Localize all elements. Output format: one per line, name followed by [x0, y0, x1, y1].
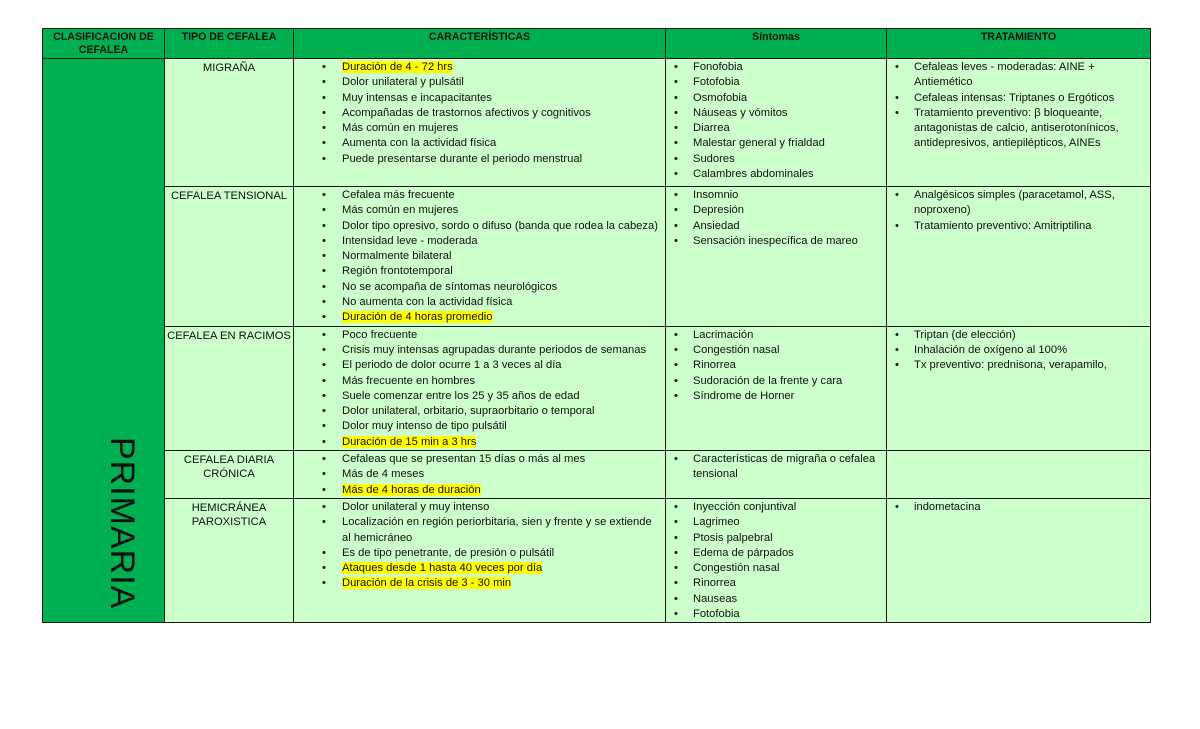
list-item-text: Región frontotemporal	[342, 265, 453, 278]
list-item-text: Inyección conjuntival	[693, 500, 797, 513]
list-item-text: Edema de párpados	[693, 546, 794, 559]
list-item	[294, 295, 661, 310]
list-item-text: Náuseas y vómitos	[693, 106, 788, 119]
list-item	[294, 121, 661, 136]
list-item-text: Congestión nasal	[693, 343, 780, 356]
header-tipo: TIPO DE CEFALEA	[165, 29, 294, 59]
list-item-text: Dolor unilateral, orbitario, supraorbitario o temporal	[342, 405, 595, 418]
list-item-text: Dolor unilateral y muy intenso	[342, 500, 490, 513]
list-item	[294, 310, 661, 325]
characteristics-cell	[294, 326, 666, 450]
list-item	[294, 435, 661, 450]
list-item-text: Poco frecuente	[342, 328, 418, 341]
list-item-text: No se acompaña de síntomas neurológicos	[342, 280, 558, 293]
list-item	[666, 203, 882, 218]
symptoms-cell	[666, 187, 887, 327]
list-item	[887, 60, 1146, 91]
list-item-text: El periodo de dolor ocurre 1 a 3 veces al día	[342, 359, 562, 372]
symptoms-list	[666, 500, 886, 622]
list-item	[666, 561, 882, 576]
list-item	[666, 234, 882, 249]
classification-cell	[43, 59, 165, 623]
list-item	[294, 358, 661, 373]
treatment-list	[887, 500, 1150, 515]
list-item	[294, 467, 661, 482]
list-item-text: Síndrome de Horner	[693, 389, 795, 402]
list-item-text: Rinorrea	[693, 359, 736, 372]
list-item-text: Depresión	[693, 204, 744, 217]
type-cell: HEMICRÁNEA PAROXISTICA	[165, 498, 294, 622]
table-row	[43, 451, 1151, 499]
symptoms-list	[666, 188, 886, 249]
list-item	[666, 167, 882, 182]
list-item-text: Acompañadas de trastornos afectivos y cognitivos	[342, 106, 591, 119]
symptoms-list	[666, 328, 886, 404]
list-item	[666, 91, 882, 106]
list-item	[666, 546, 882, 561]
list-item	[294, 249, 661, 264]
characteristics-cell	[294, 59, 666, 187]
list-item-text: Triptan (de elección)	[914, 328, 1016, 341]
list-item	[294, 343, 661, 358]
characteristics-list	[294, 188, 665, 326]
list-item-text: Tratamiento preventivo: Amitriptilina	[914, 219, 1092, 232]
list-item-text: Ataques desde 1 hasta 40 veces por día	[342, 562, 543, 575]
treatment-cell	[887, 498, 1151, 622]
treatment-cell	[887, 451, 1151, 499]
list-item-text: Dolor tipo opresivo, sordo o difuso (banda que rodea la cabeza)	[342, 219, 658, 232]
treatment-list	[887, 328, 1150, 374]
list-item	[294, 404, 661, 419]
characteristics-cell	[294, 498, 666, 622]
list-item	[294, 389, 661, 404]
characteristics-list	[294, 452, 665, 498]
list-item	[294, 188, 661, 203]
list-item-text: Lagrimeo	[693, 516, 740, 529]
list-item	[666, 452, 882, 483]
list-item	[666, 152, 882, 167]
list-item-text: Fonofobia	[693, 61, 743, 73]
list-item	[294, 483, 661, 498]
list-item-text: No aumenta con la actividad física	[342, 296, 513, 309]
symptoms-cell	[666, 59, 887, 187]
list-item-text: Características de migraña o cefalea tensional	[693, 453, 876, 481]
list-item-text: Duración de la crisis de 3 - 30 min	[342, 577, 512, 590]
treatment-cell	[887, 326, 1151, 450]
list-item-text: Más de 4 meses	[342, 468, 425, 481]
list-item	[666, 328, 882, 343]
characteristics-list	[294, 60, 665, 167]
header-tratamiento: TRATAMIENTO	[887, 29, 1151, 59]
cefalea-table	[42, 28, 1151, 623]
characteristics-cell	[294, 187, 666, 327]
list-item-text: Más frecuente en hombres	[342, 374, 476, 387]
list-item-text: Lacrimación	[693, 328, 754, 341]
list-item	[666, 389, 882, 404]
list-item	[294, 234, 661, 249]
list-item-text: Localización en región periorbitaria, sien y frente y se extiende al hemicráneo	[342, 516, 652, 544]
type-cell: CEFALEA DIARIA CRÓNICA	[165, 451, 294, 499]
table-row	[43, 326, 1151, 450]
list-item-text: Insomnio	[693, 189, 739, 201]
list-item	[294, 203, 661, 218]
list-item-text: Duración de 4 horas promedio	[342, 311, 493, 324]
list-item	[666, 75, 882, 90]
table-row	[43, 498, 1151, 622]
list-item-text: Cefaleas leves - moderadas: AINE + Antiemético	[914, 61, 1095, 89]
list-item	[887, 500, 1146, 515]
list-item	[294, 452, 661, 467]
list-item-text: Suele comenzar entre los 25 y 35 años de edad	[342, 389, 580, 402]
list-item	[666, 136, 882, 151]
table-row	[43, 187, 1151, 327]
list-item-text: Fotofobia	[693, 608, 740, 621]
list-item-text: Ptosis palpebral	[693, 531, 773, 544]
characteristics-list	[294, 328, 665, 450]
list-item	[294, 264, 661, 279]
list-item-text: Congestión nasal	[693, 562, 780, 575]
list-item-text: Tratamiento preventivo: β bloqueante, antagonistas de calcio, antiserotonínicos, antidepresivos, antiepilépticos, AINEs	[914, 106, 1119, 150]
list-item	[294, 546, 661, 561]
list-item-text: Dolor unilateral y pulsátil	[342, 76, 464, 89]
list-item-text: Rinorrea	[693, 577, 736, 590]
list-item-text: Cefalea más frecuente	[342, 189, 455, 201]
list-item-text: Nauseas	[693, 592, 738, 605]
list-item-text: Malestar general y frialdad	[693, 137, 825, 150]
list-item-text: Sensación inespecífica de mareo	[693, 234, 858, 247]
list-item	[666, 576, 882, 591]
list-item-text: Muy intensas e incapacitantes	[342, 91, 492, 104]
list-item-text: Normalmente bilateral	[342, 250, 452, 263]
list-item	[666, 592, 882, 607]
list-item	[887, 328, 1146, 343]
list-item	[294, 374, 661, 389]
type-cell: CEFALEA EN RACIMOS	[165, 326, 294, 450]
list-item	[666, 515, 882, 530]
list-item	[294, 91, 661, 106]
list-item	[294, 60, 661, 75]
list-item-text: indometacina	[914, 500, 981, 513]
classification-label: PRIMARIA	[103, 437, 141, 610]
list-item	[666, 188, 882, 203]
list-item	[294, 106, 661, 121]
characteristics-list	[294, 500, 665, 592]
list-item	[666, 121, 882, 136]
symptoms-cell	[666, 326, 887, 450]
list-item	[294, 219, 661, 234]
list-item-text: Es de tipo penetrante, de presión o pulsátil	[342, 546, 555, 559]
header-row	[43, 29, 1151, 59]
list-item	[666, 358, 882, 373]
list-item-text: Osmofobia	[693, 91, 748, 104]
symptoms-cell	[666, 498, 887, 622]
list-item-text: Más común en mujeres	[342, 204, 459, 217]
treatment-cell	[887, 59, 1151, 187]
treatment-cell	[887, 187, 1151, 327]
list-item	[294, 75, 661, 90]
list-item-text: Inhalación de oxígeno al 100%	[914, 343, 1068, 356]
list-item	[294, 328, 661, 343]
list-item	[294, 500, 661, 515]
treatment-list	[887, 188, 1150, 234]
list-item-text: Analgésicos simples (paracetamol, ASS, noproxeno)	[914, 189, 1115, 217]
list-item-text: Fotofobia	[693, 76, 740, 89]
list-item-text: Duración de 15 min a 3 hrs	[342, 435, 477, 448]
list-item	[887, 188, 1146, 219]
list-item-text: Ansiedad	[693, 219, 740, 232]
list-item	[887, 106, 1146, 152]
list-item-text: Diarrea	[693, 122, 730, 135]
list-item	[666, 60, 882, 75]
list-item	[666, 500, 882, 515]
list-item	[887, 343, 1146, 358]
list-item-text: Intensidad leve - moderada	[342, 234, 478, 247]
list-item-text: Cefaleas intensas: Triptanes o Ergóticos	[914, 91, 1115, 104]
list-item	[294, 136, 661, 151]
characteristics-cell	[294, 451, 666, 499]
type-cell: CEFALEA TENSIONAL	[165, 187, 294, 327]
list-item-text: Duración de 4 - 72 hrs	[342, 61, 453, 73]
header-clasificacion: CLASIFICACION DE CEFALEA	[43, 29, 165, 59]
header-sintomas: Síntomas	[666, 29, 887, 59]
list-item	[294, 280, 661, 295]
list-item	[666, 531, 882, 546]
symptoms-list	[666, 60, 886, 182]
type-cell: MIGRAÑA	[165, 59, 294, 187]
list-item-text: Cefaleas que se presentan 15 días o más al mes	[342, 453, 586, 466]
list-item-text: Aumenta con la actividad física	[342, 137, 497, 150]
list-item-text: Sudoración de la frente y cara	[693, 374, 843, 387]
treatment-list	[887, 60, 1150, 152]
list-item	[666, 343, 882, 358]
symptoms-list	[666, 452, 886, 483]
list-item	[294, 515, 661, 546]
list-item-text: Crisis muy intensas agrupadas durante periodos de semanas	[342, 343, 647, 356]
list-item	[666, 106, 882, 121]
list-item	[294, 152, 661, 167]
symptoms-cell	[666, 451, 887, 499]
list-item-text: Más de 4 horas de duración	[342, 483, 481, 496]
list-item-text: Puede presentarse durante el periodo menstrual	[342, 152, 583, 165]
list-item-text: Dolor muy intenso de tipo pulsátil	[342, 420, 507, 433]
list-item-text: Sudores	[693, 152, 735, 165]
list-item	[666, 219, 882, 234]
header-caracteristicas: CARACTERÍSTICAS	[294, 29, 666, 59]
list-item	[294, 561, 661, 576]
list-item-text: Calambres abdominales	[693, 168, 814, 181]
list-item-text: Tx preventivo: prednisona, verapamilo,	[914, 359, 1107, 372]
list-item	[666, 374, 882, 389]
list-item	[887, 358, 1146, 373]
table-row	[43, 59, 1151, 187]
list-item	[887, 91, 1146, 106]
list-item	[294, 419, 661, 434]
list-item-text: Más común en mujeres	[342, 122, 459, 135]
list-item	[666, 607, 882, 622]
list-item	[294, 576, 661, 591]
list-item	[887, 219, 1146, 234]
